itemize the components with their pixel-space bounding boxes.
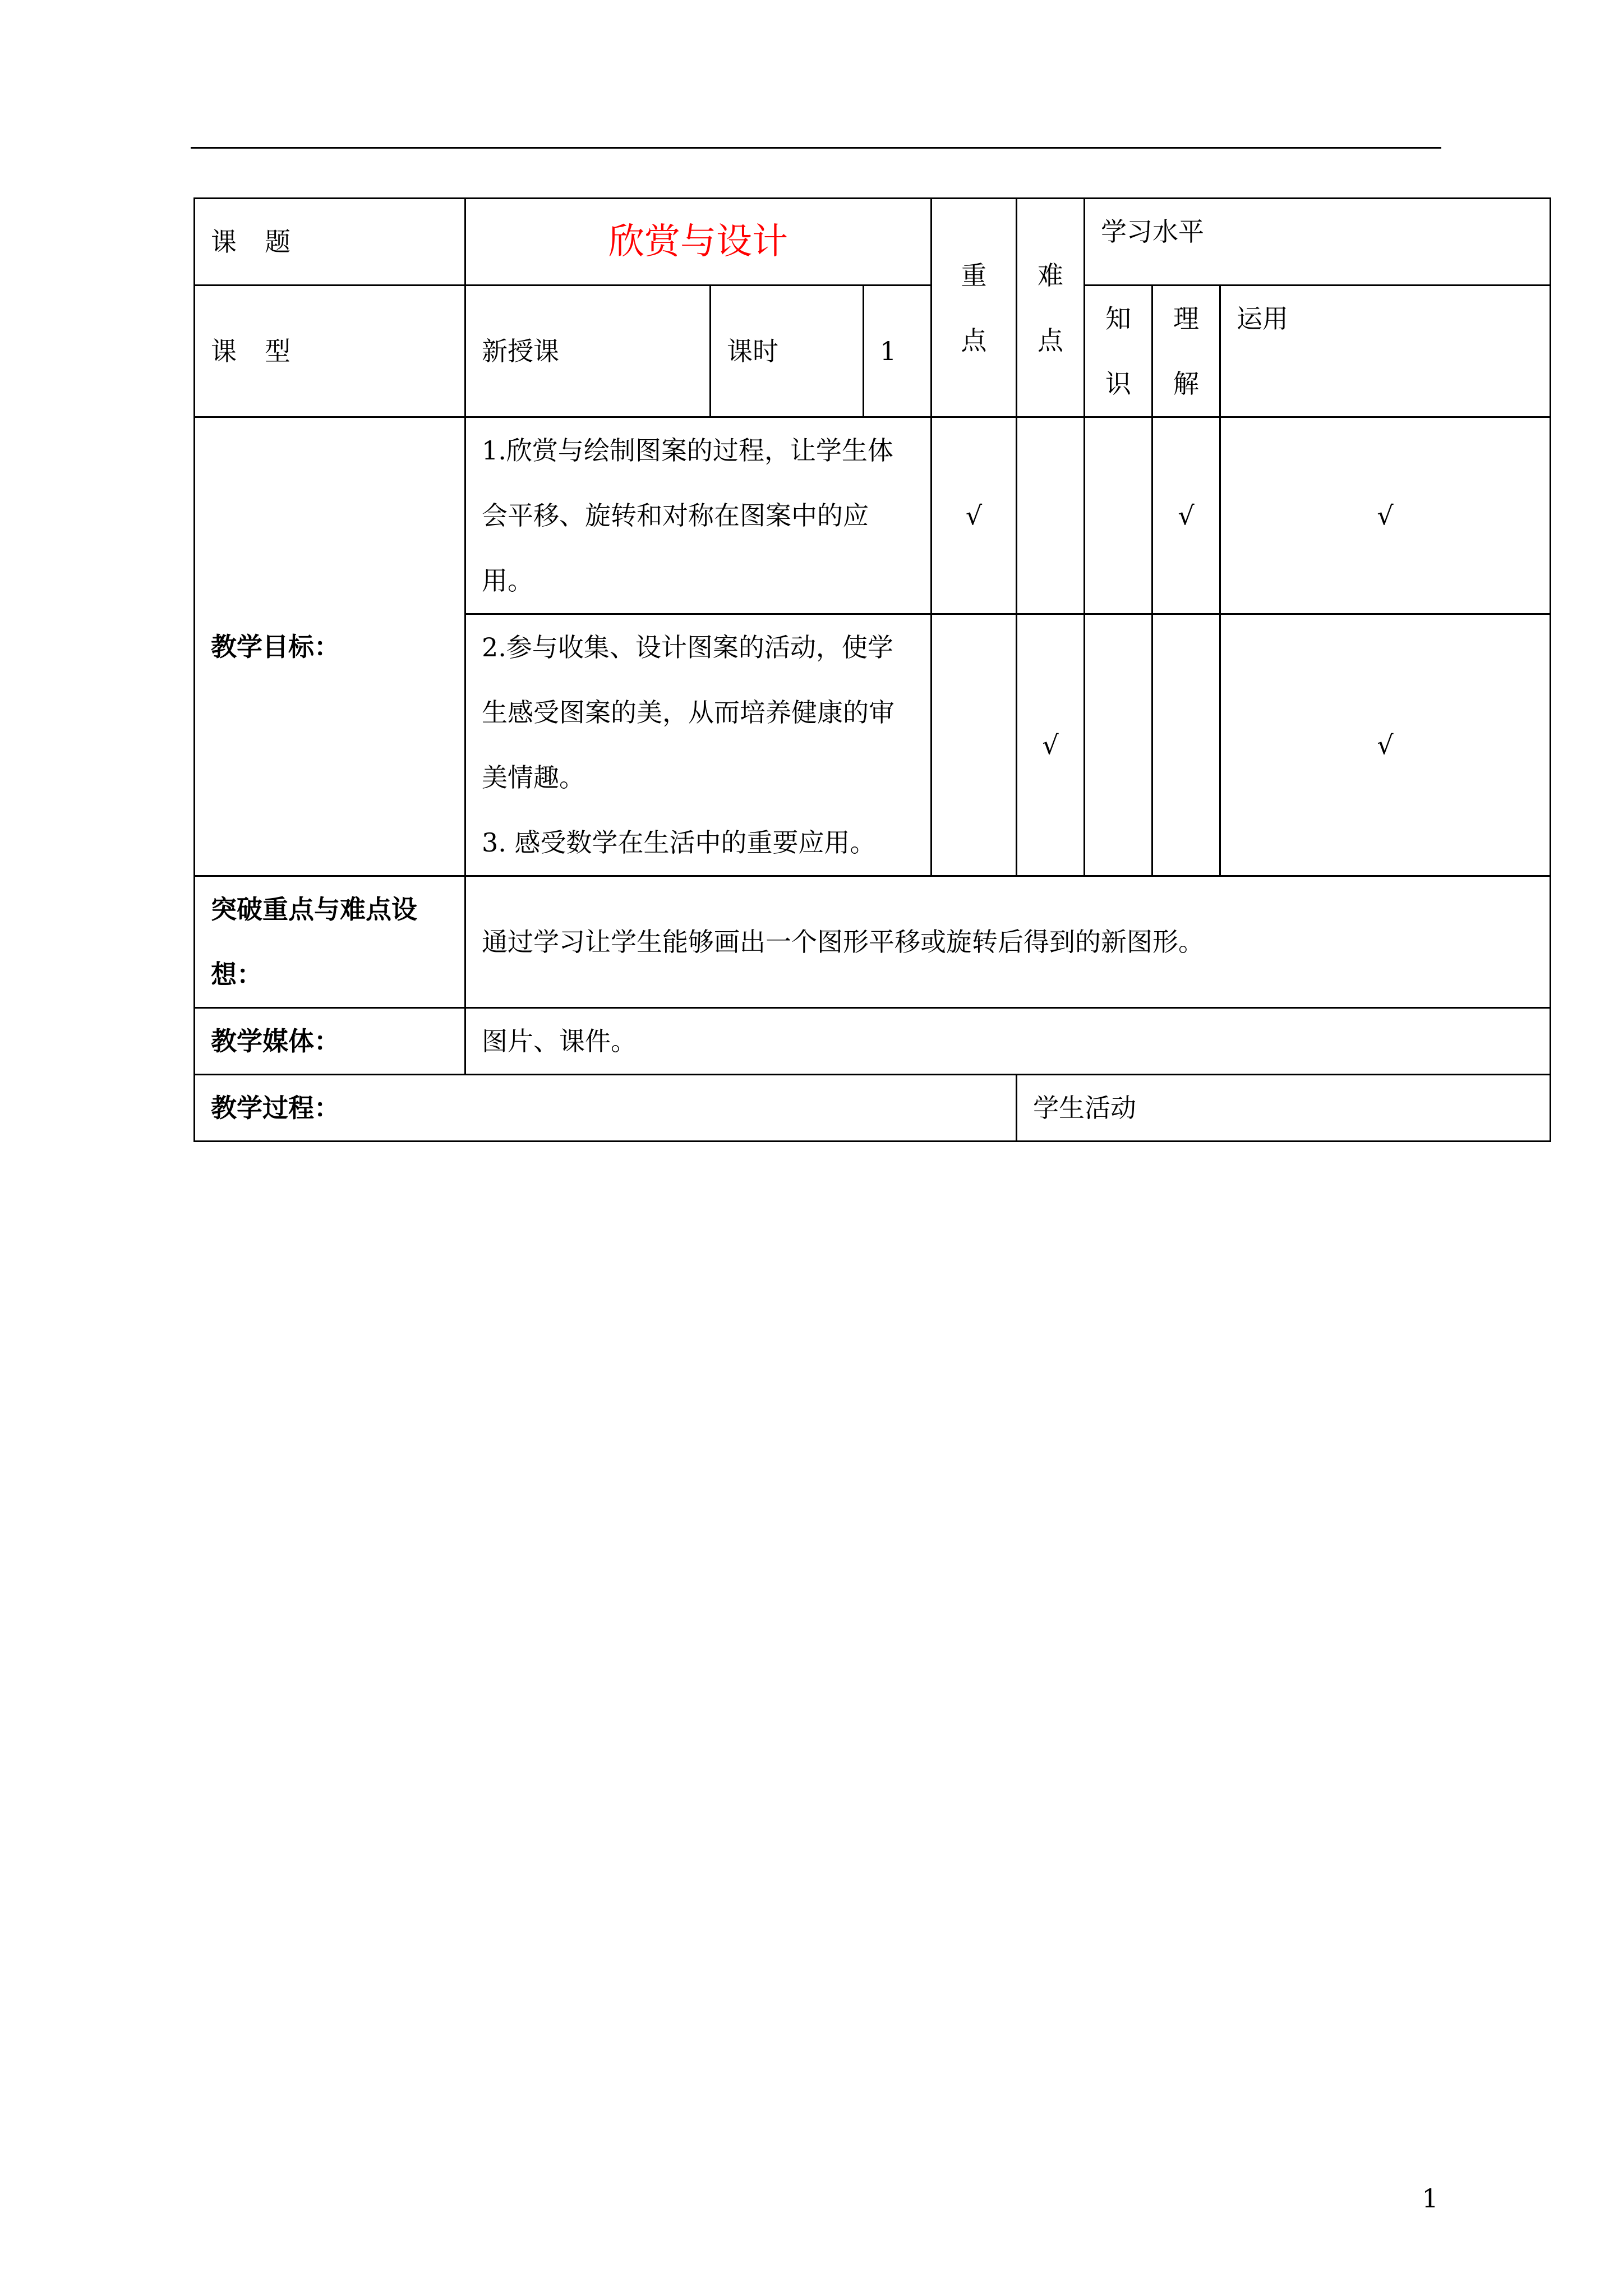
objective2-key-point-check xyxy=(932,614,1017,876)
objective1-difficulty-check xyxy=(1017,417,1085,614)
media-label: 教学媒体： xyxy=(195,1008,465,1075)
level-knowledge-label: 知识 xyxy=(1105,303,1132,399)
objective2-application-check: √ xyxy=(1220,614,1551,876)
breakthrough-value: 通过学习让学生能够画出一个图形平移或旋转后得到的新图形。 xyxy=(465,876,1551,1008)
process-label: 教学过程： xyxy=(195,1075,1017,1142)
type-label: 课 型 xyxy=(195,286,465,417)
level-knowledge-header xyxy=(1085,286,1152,417)
media-value: 图片、课件。 xyxy=(465,1008,1551,1075)
lesson-plan-table xyxy=(193,197,1551,1142)
objective-item-2: 2.参与收集、设计图案的活动，使学生感受图案的美，从而培养健康的审美情趣。 xyxy=(482,632,895,793)
objective-items-2-3 xyxy=(465,614,932,876)
breakthrough-label: 突破重点与难点设想： xyxy=(195,876,465,1008)
objective-item-3: 3. 感受数学在生活中的重要应用。 xyxy=(482,827,876,858)
difficulty-header xyxy=(1017,199,1085,417)
key-point-label: 重点 xyxy=(961,260,987,356)
lesson-title: 欣赏与设计 xyxy=(465,199,932,286)
objective1-understanding-check: √ xyxy=(1152,417,1220,614)
lesson-type-value: 新授课 xyxy=(465,286,711,417)
topic-label: 课 题 xyxy=(195,199,465,286)
objective2-understanding-check xyxy=(1152,614,1220,876)
objective2-knowledge-check xyxy=(1085,614,1152,876)
objective-item-1: 1.欣赏与绘制图案的过程，让学生体会平移、旋转和对称在图案中的应用。 xyxy=(465,417,932,614)
period-value: 1 xyxy=(864,286,932,417)
level-understanding-header xyxy=(1152,286,1220,417)
header-rule xyxy=(191,147,1441,149)
page-number: 1 xyxy=(1422,2183,1438,2214)
key-point-header xyxy=(932,199,1017,417)
objective1-application-check: √ xyxy=(1220,417,1551,614)
level-understanding-label: 理解 xyxy=(1173,303,1200,399)
objective1-knowledge-check xyxy=(1085,417,1152,614)
student-activity-label: 学生活动 xyxy=(1017,1075,1551,1142)
period-label: 课时 xyxy=(711,286,864,417)
objectives-label: 教学目标： xyxy=(195,417,465,876)
level-application-header: 运用 xyxy=(1220,286,1551,417)
objective1-key-point-check: √ xyxy=(932,417,1017,614)
objective2-difficulty-check: √ xyxy=(1017,614,1085,876)
difficulty-label: 难点 xyxy=(1038,260,1064,356)
learning-level-header: 学习水平 xyxy=(1085,199,1551,286)
